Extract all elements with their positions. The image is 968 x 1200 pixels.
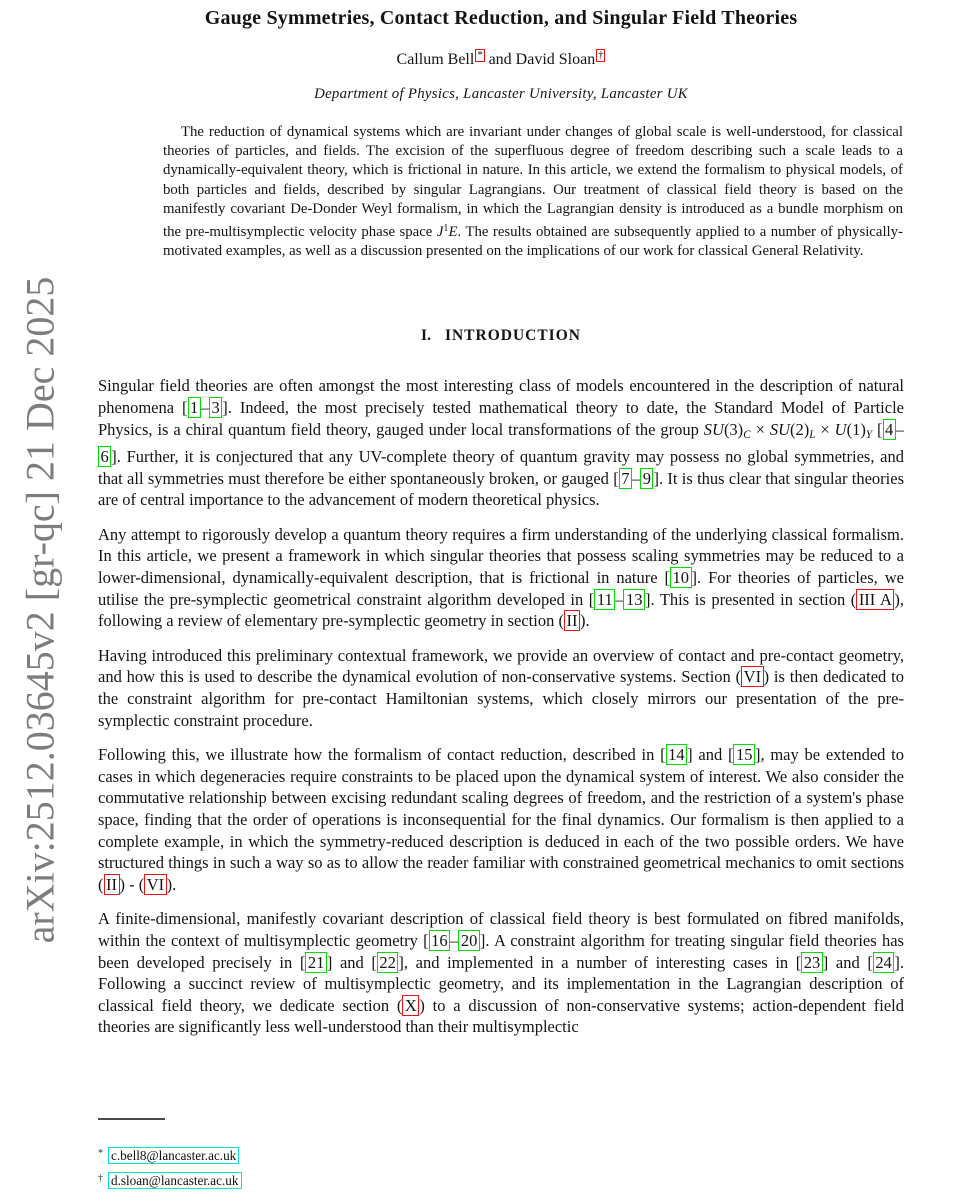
authors-line [98,50,904,69]
section-number: I. [421,327,431,345]
citation-link[interactable]: 11 [594,589,615,610]
citation-link[interactable]: 3 [209,397,222,418]
text-segment: × [750,419,770,439]
text-segment: Having introduced this preliminary contextual framework, we provide an overview of contact and pre-contact geometry, and how this is used to describe the dynamical evolution of non-conservative systems. Section ( [98,645,904,687]
section-ref-link[interactable]: III A [856,589,894,610]
text-segment: – [450,930,459,950]
text-segment: Y [865,428,873,441]
text-segment: SU [769,419,790,439]
text-segment: ]. This is presented in section ( [644,589,857,609]
section-ref-link[interactable]: VI [741,666,763,687]
footnote-rule [98,1118,165,1120]
citation-link[interactable]: 7 [619,468,632,489]
text-segment: . The results obtained are subsequently applied to a number of physically-motivated examples, as well as a discussion presented on the implications of our work for classical General Relativity. [163,224,903,260]
text-segment: ], may be extended to cases in which degeneracies require constraints to be placed upon the dynamical system of interest. We also consider the commutative relationship between excising redundant scaling degrees of freedom, and the restriction of a system's phase space, finding that the order of operations is inconsequential for the final dynamics. Our formalism is then applied to a complete example, in which the symmetry-reduced description is deduced in each of the two possible orders. We have structured things in such a way so as to allow the reader familiar with constrained geometrical mechanics to omit sections ( [98,745,904,894]
text-segment: J [436,224,444,241]
author-separator: and [484,51,516,68]
text-segment: A finite-dimensional, manifestly covariant description of classical field theory is best formulated on fibred manifolds, within the context of multisymplectic geometry [ [98,909,904,950]
author1-footnote-marker-link[interactable]: * [477,50,483,61]
text-segment: × [815,419,835,439]
text-segment: ]. For theories of particles, we utilise the pre-symplectic geometrical constraint algorithm developed in [ [98,568,904,609]
footnote-item [98,1171,904,1189]
text-segment: ]. Indeed, the most precisely tested mathematical theory to date, the Standard Model of Particle Physics, is a chiral quantum field theory, gauged under local transformations of the group [98,398,904,439]
text-segment: Any attempt to rigorously develop a quantum theory requires a firm understanding of the underlying classical formalism. In this article, we present a framework in which singular theories that possess scaling symmetries may be reduced to a lower-dimensional, dynamically-equivalent description, that is frictional in nature [ [98,524,904,587]
footnote-item [98,1146,904,1164]
citation-link[interactable]: 16 [429,930,451,951]
author-name-2: David Sloan [515,51,596,68]
footnote-marker-asterisk: * [98,1148,103,1159]
section-title: INTRODUCTION [444,327,581,345]
text-segment: ]. It is thus clear that singular theories are of central importance to the advancement of modern theoretical physics. [98,468,904,510]
text-segment: – [615,589,624,609]
text-segment: C [743,428,751,441]
citation-link[interactable]: 14 [666,744,688,765]
text-segment: ) - ( [119,874,145,894]
section-ref-link[interactable]: VI [144,874,166,895]
section-ref-link[interactable]: II [104,874,120,895]
text-segment: ] and [ [687,745,734,765]
text-segment: ] and [ [822,952,873,972]
citation-link[interactable]: 20 [458,930,480,951]
text-segment: ], and implemented in a number of interesting cases in [ [398,952,802,972]
text-segment: (3) [723,419,744,439]
text-segment: ) to a discussion of non-conservative systems; action-dependent field theories are significantly less well-understood than their multisymplectic [98,995,905,1037]
text-segment: SU [703,419,724,439]
abstract [163,123,903,261]
author2-footnote-marker-link[interactable]: † [598,50,604,61]
page-title: Gauge Symmetries, Contact Reduction, and Singular Field Theories [204,7,798,29]
text-segment: The reduction of dynamical systems which are invariant under changes of global scale is well-understood, for classical theories of particles, and fields. The excision of the superfluous degree of freedom describing such a scale leads to a dynamically-equivalent theory, which is frictional in nature. In this article, we extend the formalism to physical models, of both particles and fields, described by singular Lagrangians. Our treatment of classical field theory is based on the manifestly covariant De-Donder Weyl formalism, in which the Lagrangian density is introduced as a bundle morphism on the pre-multisymplectic velocity phase space [163,124,903,241]
paragraph-2 [98,524,904,632]
citation-link[interactable]: 15 [733,744,755,765]
citation-link[interactable]: 21 [305,952,327,973]
text-segment: ). [579,611,590,631]
text-segment: ]. A constraint algorithm for treating singular field theories has been developed precisely in [ [98,930,904,972]
text-segment: ] and [ [326,952,377,972]
email-link-author1[interactable]: c.bell8@lancaster.ac.uk [108,1147,239,1164]
text-segment: ) is then dedicated to the constraint algorithm for pre-contact Hamiltonian systems, which closely mirrors our presentation of the pre-symplectic constraint procedure. [98,667,904,730]
author-name-1: Callum Bell [396,51,475,68]
citation-link[interactable]: 24 [873,952,895,973]
paragraph-1 [98,375,904,510]
paragraph-4 [98,744,904,895]
section-ref-link[interactable]: II [564,610,580,631]
email-link-author2[interactable]: d.sloan@lancaster.ac.uk [108,1172,242,1189]
text-segment: L [809,428,816,441]
citation-link[interactable]: 10 [670,567,692,588]
paper-page [98,0,904,1051]
paragraph-5 [98,908,904,1038]
footnote-marker-dagger: † [98,1173,103,1184]
text-segment: – [631,468,641,488]
text-segment: ), following a review of elementary pre-symplectic geometry in section ( [98,589,904,631]
text-segment: [ [872,419,883,439]
arxiv-watermark: arXiv:2512.03645v2 [gr-qc] 21 Dec 2025 [17,276,63,944]
citation-link[interactable]: 1 [188,397,201,418]
text-segment: U [834,419,847,439]
text-segment: – [895,419,904,439]
footnotes-block [98,1118,904,1196]
citation-link[interactable]: 9 [640,468,653,489]
citation-link[interactable]: 23 [801,952,823,973]
text-segment: (1) [846,419,866,439]
text-segment: (2) [790,419,810,439]
citation-link[interactable]: 22 [377,952,399,973]
text-segment: Singular field theories are often amongst the most interesting class of models encountered in the description of natural phenomena [ [98,376,904,418]
citation-link[interactable]: 13 [623,589,645,610]
affiliation: Department of Physics, Lancaster University, Lancaster UK [314,86,688,102]
text-segment: E [448,224,458,241]
section-heading [98,327,904,345]
section-ref-link[interactable]: X [402,995,419,1016]
citation-link[interactable]: 6 [98,446,111,467]
text-segment: 1 [443,223,449,235]
text-segment: – [200,398,210,418]
text-segment: Following this, we illustrate how the formalism of contact reduction, described in [ [98,745,666,765]
paragraph-3 [98,645,904,731]
text-segment: ]. Following a succinct review of multisymplectic geometry, and its implementation in the Lagrangian description of classical field theory, we dedicate section ( [98,952,904,1015]
text-segment: ]. Further, it is conjectured that any UV-complete theory of quantum gravity may possess no global symmetries, and that all symmetries must therefore be either spontaneously broken, or gauged [ [98,447,904,488]
text-segment: ). [166,874,177,894]
citation-link[interactable]: 4 [883,419,896,440]
